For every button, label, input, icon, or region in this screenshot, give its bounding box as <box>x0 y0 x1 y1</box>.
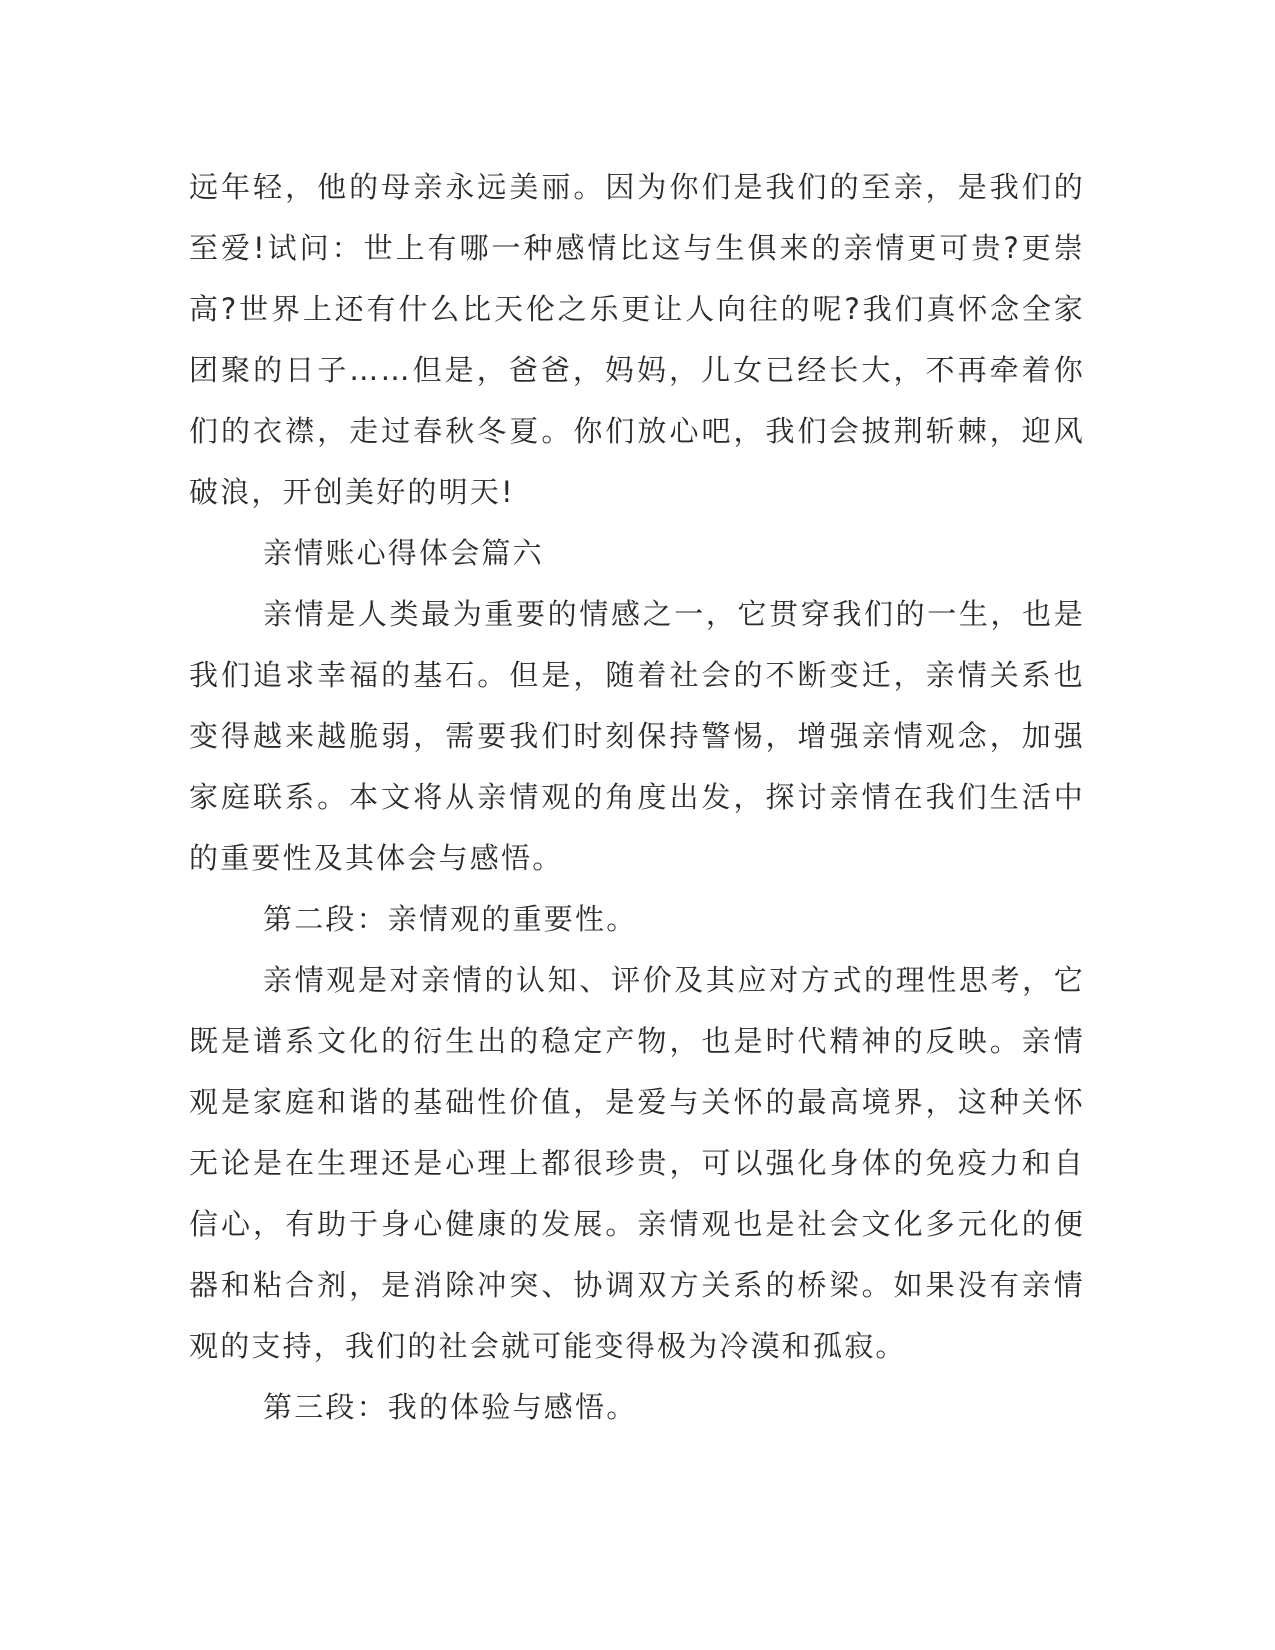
document-body <box>189 157 1085 1438</box>
paragraph-importance: 亲情观是对亲情的认知、评价及其应对方式的理性思考，它既是谱系文化的衍生出的稳定产物，也是时代精神的反映。亲情观是家庭和谐的基础性价值，是爱与关怀的最高境界，这种关怀无论是在生理还是心理上都很珍贵，可以强化身体的免疫力和自信心，有助于身心健康的发展。亲情观也是社会文化多元化的便器和粘合剂，是消除冲突、协调双方关系的桥梁。如果没有亲情观的支持，我们的社会就可能变得极为冷漠和孤寂。 <box>189 963 1085 1363</box>
subheading-section-two: 第二段：亲情观的重要性。 <box>263 902 638 936</box>
section-heading: 亲情账心得体会篇六 <box>263 536 544 570</box>
paragraph-intro: 亲情是人类最为重要的情感之一，它贯穿我们的一生，也是我们追求幸福的基石。但是，随着社会的不断变迁，亲情关系也变得越来越脆弱，需要我们时刻保持警惕，增强亲情观念，加强家庭联系。本文将从亲情观的角度出发，探讨亲情在我们生活中的重要性及其体会与感悟。 <box>189 597 1085 875</box>
subheading-section-three: 第三段：我的体验与感悟。 <box>263 1390 638 1424</box>
paragraph-continued: 远年轻，他的母亲永远美丽。因为你们是我们的至亲，是我们的至爱!试问：世上有哪一种感情比这与生俱来的亲情更可贵?更崇高?世界上还有什么比天伦之乐更让人向往的呢?我们真怀念全家团聚的日子……但是，爸爸，妈妈，儿女已经长大，不再牵着你们的衣襟，走过春秋冬夏。你们放心吧，我们会披荆斩棘，迎风破浪，开创美好的明天! <box>189 170 1085 509</box>
